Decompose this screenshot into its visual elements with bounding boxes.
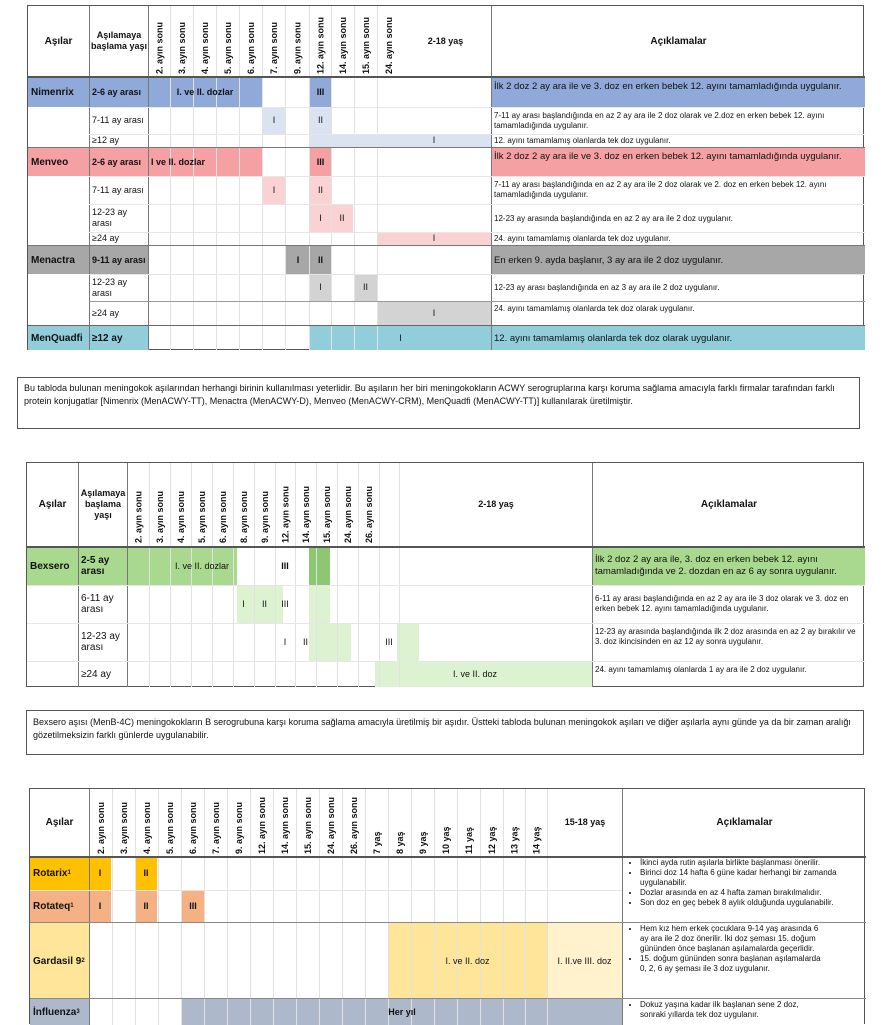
start-age: ≥12 ay — [92, 135, 119, 145]
note-text: İlk 2 doz 2 ay ara ile, 3. doz en erken bebek 12. ayını tamamladığında ve 2. dozdan en az 6 ay sonra uygulanır. — [595, 554, 837, 577]
start-age: 2-6 ay arası — [92, 156, 142, 167]
header-month: 9. ayın sonu — [260, 490, 270, 543]
header-notes: Açıklamalar — [650, 35, 707, 47]
header-month: 24. ayın sonu — [343, 485, 353, 543]
header-age: 12 yaş — [487, 826, 497, 854]
menb-info-note: Bexsero aşısı (MenB-4C) meningokokların B serogrubuna karşı koruma sağlama amacıyla üretilmiş bir aşıdır. Üstteki tabloda bulunan meningokok aşıları ve diğer aşılarla aynı günde ya da bir zaman aralığı gözetilmeksizin farklı günlerde uygulanabilir. — [26, 710, 864, 755]
dose-label: I — [272, 184, 276, 195]
header-month: 9. ayın sonu — [292, 21, 303, 74]
dose-label: II — [317, 184, 323, 195]
header-month: 5. ayın sonu — [197, 490, 207, 543]
note-text: 24. ayını tamamlamış olanlarda tek doz uygulanır. — [494, 234, 671, 243]
vaccine-name: Nimenrix — [31, 86, 74, 98]
header-month: 3. ayın sonu — [119, 801, 129, 854]
dose-label: I — [272, 115, 276, 125]
note-text: İlk 2 doz 2 ay ara ile ve 3. doz en erken bebek 12. ayını tamamladığında uygulanır. — [494, 150, 842, 162]
header-month: 5. ayın sonu — [165, 801, 175, 854]
vaccine-name — [33, 999, 89, 1025]
note-text: 12-23 ay arasında başlandığında en az 2 ay ara ile 2 doz uygulanır. — [494, 213, 733, 223]
vaccine-name: Menactra — [31, 254, 75, 266]
dose-label: I — [432, 233, 436, 243]
header-month: 6. ayın sonu — [188, 801, 198, 854]
dose-label: I. ve II. doz — [445, 955, 490, 966]
dose-label: III — [385, 636, 393, 647]
rotavirus-notes — [626, 858, 864, 922]
start-age: 2-5 ay arası — [81, 555, 110, 577]
dose-label: I — [319, 212, 322, 223]
dose-label: II — [362, 282, 368, 292]
header-month: 5. ayın sonu — [223, 21, 233, 74]
header-month: 12. ayın sonu — [315, 16, 326, 74]
header-month: 24. ayın sonu — [384, 16, 394, 74]
dose-label: I. ve II. doz — [452, 668, 498, 679]
note-text: 7-11 ay arası başlandığında en az 2 ay ara ile 2 doz olarak ve 2.doz en erken bebek 12. ayını tamamladığında uygulanır. — [494, 110, 825, 130]
vaccine-label: Rotateq — [33, 901, 71, 912]
header-age: 10 yaş — [441, 826, 451, 854]
dose-label: I — [399, 332, 402, 343]
dose-label: II — [143, 868, 149, 878]
dose-label: I ve II. dozlar — [151, 156, 206, 167]
header-month: 26. ayın sonu — [349, 796, 359, 854]
other-vaccines-table — [29, 788, 865, 1024]
dose-label: III — [189, 901, 197, 911]
header-month: 26. ayın sonu — [364, 485, 374, 543]
dose-label: II — [143, 901, 149, 911]
dose-label: I — [283, 636, 287, 647]
footnote-marker: 1 — [67, 870, 71, 876]
start-age: 6-11 ay arası — [81, 593, 114, 615]
dose-label: Her yıl — [388, 1006, 416, 1017]
header-age: 11 yaş — [464, 826, 474, 854]
dose-label: I — [98, 868, 102, 878]
header-vaccines: Aşılar — [45, 817, 74, 828]
note-text: 24. ayını tamamlamış olanlarda tek doz olarak uygulanır. — [494, 303, 695, 313]
header-age: 8 yaş — [395, 831, 405, 854]
header-month: 15. ayın sonu — [361, 16, 371, 74]
dose-label: II — [317, 115, 323, 125]
dose-label: III — [281, 598, 289, 609]
header-notes: Açıklamalar — [700, 499, 758, 510]
vaccine-name — [33, 923, 89, 999]
note-text: 12-23 ay arasında başlandığında ilk 2 doz arasında en az 2 ay bırakılır ve 3. doz ikincisinden en az 12 ay sonra uygulanır. — [595, 627, 856, 646]
dose-label: III — [281, 560, 289, 571]
header-month: 9. ayın sonu — [234, 801, 244, 854]
dose-label: I — [296, 254, 300, 265]
dose-label: II — [302, 636, 308, 647]
header-age: 13 yaş — [509, 826, 520, 854]
header-month: 12. ayın sonu — [257, 796, 267, 854]
header-notes: Açıklamalar — [716, 817, 773, 828]
dose-label: I. ve II. dozlar — [174, 560, 230, 571]
dose-label: I — [319, 282, 322, 292]
footnote-marker: 3 — [76, 1008, 80, 1015]
header-age-range: 2-18 yaş — [427, 35, 464, 46]
dose-label: III — [316, 86, 325, 97]
header-start-age: Aşılamaya başlama yaşı — [80, 488, 126, 520]
dose-label: II — [339, 212, 345, 223]
start-age: ≥24 ay — [92, 233, 119, 243]
note-text: 12-23 ay arası başlandığında en az 3 ay ara ile 2 doz uygulanır. — [494, 283, 720, 292]
vaccine-label: Gardasil 9 — [33, 955, 82, 967]
dose-label: I. ve II. dozlar — [176, 86, 234, 97]
meningococcal-b-table — [26, 462, 864, 687]
note-text: İlk 2 doz 2 ay ara ile ve 3. doz en erken bebek 12. ayını tamamladığında uygulanır. — [494, 80, 842, 92]
header-month: 7. ayın sonu — [211, 801, 221, 854]
note-text: En erken 9. ayda başlanır, 3 ay ara ile 2 doz uygulanır. — [494, 254, 724, 266]
header-age: 14 yaş — [531, 826, 542, 854]
header-age-range: 15-18 yaş — [564, 817, 606, 827]
meningococcal-acwy-table — [27, 5, 864, 350]
header-month: 2. ayın sonu — [96, 801, 106, 854]
note-bullet: • Birinci doz 14 hafta 6 güne kadar herhangi bir zamanda uygulanabilir. — [640, 868, 864, 888]
acwy-info-note: Bu tabloda bulunan meningokok aşılarından herhangi birinin kullanılması yeterlidir. Bu aşıların her biri meningokokların ACWY serogruplarına karşı koruma sağlama amacıyla farklı firmalar tarafından farklı protein konjugatlar [Nimenrix (MenACWY-TT), Menactra (MenACWY-D), Menveo (MenACWY-CRM), MenQuadfi (MenACWY-TT)] kullanılarak üretilmiştir. — [17, 377, 860, 429]
start-age: 9-11 ay arası — [92, 246, 147, 274]
start-age: ≥24 ay — [81, 668, 111, 680]
start-age: 12-23 ay arası — [92, 207, 128, 228]
start-age: ≥24 ay — [92, 307, 119, 318]
note-text: 24. ayını tamamlamış olanlarda 1 ay ara ile 2 doz uygulanır. — [595, 664, 807, 674]
header-month: 14. ayın sonu — [280, 796, 290, 854]
header-month: 24. ayın sonu — [326, 796, 336, 854]
note-bullet: • Dokuz yaşına kadar ilk başlanan sene 2 doz, sonraki yıllarda tek doz uygulanır. — [640, 1000, 814, 1020]
dose-label: I — [432, 135, 436, 145]
header-age: 9 yaş — [418, 831, 428, 854]
note-text: 12. ayını tamamlamış olanlarda tek doz uygulanır. — [494, 136, 671, 145]
header-month: 3. ayın sonu — [155, 490, 165, 543]
header-month: 15. ayın sonu — [322, 485, 332, 543]
note-bullet: • 15. doğum gününden sonra başlanan aşılamalarda 0, 2, 6 ay şeması ile 3 doz uygulanır. — [640, 954, 824, 974]
dose-label: I — [98, 901, 102, 911]
header-month: 4. ayın sonu — [176, 490, 186, 543]
header-month: 4. ayın sonu — [142, 801, 152, 854]
dose-label: III — [316, 156, 325, 167]
header-start-age: Aşılamaya başlama yaşı — [90, 30, 148, 51]
header-month: 8. ayın sonu — [239, 490, 249, 543]
header-month: 14. ayın sonu — [338, 16, 348, 74]
header-month: 4. ayın sonu — [200, 21, 210, 74]
note-bullet: • Son doz en geç bebek 8 aylık olduğunda uygulanabilir. — [640, 898, 864, 908]
header-month: 3. ayın sonu — [177, 21, 187, 74]
vaccine-label: İnfluenza — [33, 1006, 77, 1018]
vaccine-name: Bexsero — [30, 560, 70, 572]
dose-label: I — [432, 307, 436, 318]
note-text: 12. ayını tamamlamış olanlarda tek doz olarak uygulanır. — [494, 332, 733, 344]
header-month: 7. ayın sonu — [269, 21, 279, 74]
vaccine-name — [33, 890, 89, 923]
dose-label: II — [317, 254, 323, 265]
header-vaccines: Aşılar — [38, 499, 67, 510]
header-age: 7 yaş — [372, 831, 382, 854]
start-age: ≥12 ay — [92, 326, 147, 350]
note-text: 6-11 ay arası başlandığında en az 2 ay ara ile 3 doz olarak ve 3. doz en erken bebek 12. ayını tamamladığında uygulanır. — [595, 594, 849, 613]
dose-label: I — [242, 598, 245, 609]
header-month: 15. ayın sonu — [303, 796, 313, 854]
vaccine-name — [33, 857, 89, 890]
start-age: 7-11 ay arası — [92, 115, 144, 125]
header-age-range: 2-18 yaş — [478, 499, 514, 509]
note-bullet: • Dozlar arasında en az 4 hafta zaman bırakılmalıdır. — [640, 888, 864, 898]
note-text: 7-11 ay arası başlandığında en az 2 ay ara ile 2 doz olarak ve 2. doz en erken bebek 12. ayını tamamladığında uygulanır. — [494, 180, 827, 199]
header-month: 12. ayın sonu — [280, 485, 291, 543]
note-bullet: • İkinci ayda rutin aşılarla birlikte başlanması önerilir. — [640, 858, 864, 868]
note-bullet: • Hem kız hem erkek çocuklara 9-14 yaş arasında 6 ay ara ile 2 doz önerilir. İki doz şeması 15. doğum gününden önce başlanan aşılamalarda geçerlidir. — [640, 924, 824, 954]
header-month: 6. ayın sonu — [246, 21, 256, 74]
header-month: 2. ayın sonu — [154, 21, 165, 74]
vaccine-name: MenQuadfi — [31, 332, 83, 344]
footnote-marker: 2 — [81, 957, 85, 964]
vaccine-name: Menveo — [31, 156, 69, 168]
start-age: 7-11 ay arası — [92, 184, 144, 195]
footnote-marker: 1 — [70, 903, 74, 909]
header-month: 6. ayın sonu — [218, 490, 228, 543]
gardasil-notes — [626, 924, 864, 998]
start-age: 12-23 ay arası — [81, 631, 120, 653]
header-month: 14. ayın sonu — [301, 485, 311, 543]
influenza-notes — [626, 1000, 864, 1025]
header-vaccines: Aşılar — [44, 35, 73, 47]
dose-label: II — [261, 598, 267, 609]
start-age: 12-23 ay arası — [92, 276, 128, 298]
vaccine-label: Rotarix — [33, 868, 68, 879]
dose-label: I. II.ve III. doz — [557, 955, 612, 966]
header-month: 2. ayın sonu — [133, 490, 144, 543]
start-age: 2-6 ay arası — [92, 86, 142, 97]
